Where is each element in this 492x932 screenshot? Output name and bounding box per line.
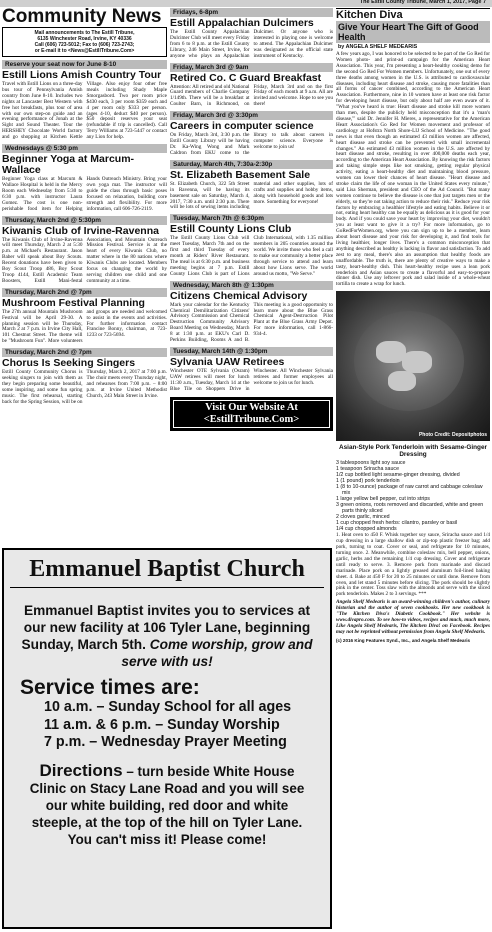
copyright-line: (c) 2016 King Features Synd., Inc., and Angela Shelf Medearis <box>336 637 471 643</box>
article-body: The Estill County Appalachian Dulcimer Club will meet every Friday from 6 to 8 p.m. at the Estill County Library, 246 Main Street, Irvine, for anyone who plays an Appalachian Dulcimer. Or anyone who is interested in playing one is welcome to attend. The Appalachian Dulcimer was designated as the official state instrument of Kentucky. <box>170 29 333 59</box>
date-bar: Tuesday, March 7th @ 6:30pm <box>170 214 333 223</box>
date-bar: Friday, March 3rd @ 3:30pm <box>170 111 333 120</box>
recipe-directions: 1. Heat oven to 450 F. Whisk together soy sauce, Sriracha sauce and 1/4 cup dressing in a large shallow dish or zip-top plastic freezer bag; add pork, turning to coat. Cover or seal, and refrigerate for 10 minutes, turning once. 2. Meanwhile, combine coleslaw mix, bell pepper, onions, garlic, herbs and the remaining 1/4 cup dressing. Cover and refrigerate until ready to serve. 3. Remove pork from marinade and discard marinade. Place pork on a lightly greased aluminum foil-lined baking sheet. 4. Bake at 450 F for 20 to 25 minutes or until done. Remove from oven, and let stand 5 minutes before slicing. The pork should be slightly pink in the center. Toss slaw with the almonds and serve with the sliced pork tenderloin. Makes 2 to 3 servings. *** <box>336 532 490 598</box>
website-promo[interactable] <box>170 397 333 431</box>
kitchen-diva-title: Kitchen Diva <box>336 8 490 21</box>
article-body: Estill County Community Chorus is seeking singers to join with them as they begin preparing some beautiful, some inspiring, and some fun spring music. The first rehearsal, starting back for the Spring Session, will be on Thursday, March 2, 2017 at 7:00 p.m. The choir meets every Thursday night, and rehearses from 7:00 p.m. – 8:00 p.m. at Irvine United Methodist Church, 243 Main Street in Irvine. <box>2 369 167 405</box>
date-bar: Wednesdays @ 5:30 pm <box>2 144 167 153</box>
photo-credit: Photo Credit: Depositphotos <box>418 432 487 439</box>
date-bar: Thursday, March 2nd @ 5:30pm <box>2 216 167 225</box>
article-heading: Chorus Is Seeking Singers <box>2 357 136 370</box>
article-body: Beginner Yoga class at Marcum & Wallace Hospital is held in the Mercy Room each Wednesday from 5:30 to 6:30 p.m. with instructor Laura Gomez. The cost is one non-perishable food item for Helping Hands Outreach Ministry. Bring your own yoga mat. The instructor will guide the class through basic poses focused on relaxation, building core strength and flexibility. For more information, call 606-726-2119. <box>2 176 167 212</box>
article-body: The 27th annual Mountain Mushroom Festival will be April 29-30. A planning session will be Thursday, March 2 at 7 p.m. in Irvine City Hall, 101 Chestnut Street. The theme will be "Mushroom Fun". More volunteers and groups are needed and welcomed to assist in the events and activities. For further information contact Francine Bonny, chairman, at 723-1233 or 723-5694. <box>2 308 167 345</box>
date-bar: Thursday, March 2nd @ 7pm <box>2 288 167 297</box>
kitchen-diva-column <box>336 8 490 932</box>
column-community-1 <box>2 8 167 544</box>
article-heading: Mushroom Festival Planning <box>2 296 145 309</box>
service-time: 7 p.m. – Wednesday Prayer Meeting <box>44 734 287 750</box>
article-body: Winchester OTE Sylvania (Osram) UAW retirees will meet for lunch 11:30 a.m., Tuesday, March 14 at the Blue Tile on Shoppers Drive in Winchester. All Winchester Sylvania retirees and former employees all welcome to join us for lunch. <box>170 368 333 392</box>
article-body: The Estill County Lions Club will meet Tuesday, March 7th and on the first and third Tuesday of every month at Riders' River Restaurant. The meal is at 6:30 p.m. and business meeting begins at 7 p.m. Estill County Lions Club is part of Lions Club International, with 1.35 million members in 205 countries around the world. We invite those who feel a call to make our community a better place through service to attend and learn about how Lions serve. The world around us motto, "We Serve." <box>170 235 333 277</box>
ingredient: 1 cup chopped fresh herbs: cilantro, parsley or basil <box>336 520 458 527</box>
article-heading: Sylvania UAW Retirees <box>170 356 285 368</box>
contact-line: or E-mail it to <News@EstillTribune.Com> <box>34 48 135 54</box>
ingredient: 2 cloves garlic, minced <box>336 514 390 521</box>
article-body: The Kiwanis Club of Irvine-Ravenna will meet Thursday, March 2 at 5:30 p.m. at Michael's Restaurant. Jason Baber will speak about Boy Scouts. Recent donations have been given to Boy Scout Troop 486, Boy Scout Troop 4144, Estill Academic Team Boosters, Estill Mani-festal Association, and Mountain Outreach Mission Festival. Service is at the heart of every Kiwanis Club, no matter where in the 80 nations where Kiwanis Clubs are located. Members focus on changing the world by serving children one child and one community at a time. <box>2 236 167 284</box>
article-heading: Retired Co. C Guard Breakfast <box>170 71 322 84</box>
column-community-2 <box>170 8 333 544</box>
community-contact-box <box>2 27 167 57</box>
emmanuel-baptist-ad <box>2 548 332 929</box>
service-times-list <box>20 699 314 752</box>
article-heading: Estill County Lions Club <box>170 223 292 236</box>
article-body: Travel with Estill Lions on a three-day bus tour of Pennsylvania Amish country from June 8-10. Includes two nights at Lancaster Best Western with free hot breakfasts, plus tour of area with our own step-on guide and an evening performance of Jonah at the Sight and Sound Theater. Tour the HERSHEY Chocolate World factory and go shopping at Kitchen Kettle Village. Also enjoy four other free meals including Shady Maple Smorgasbord. Two per room price $430 each, 3 per room $359 each and 4 per room only $333 per person. (ages 4-10, deduct $40 per person). $50 deposit reserves your seat (refundable if trip is cancelled). Call Terry Williams at 723-5447 or contact any Lion for help. <box>2 81 167 141</box>
article-heading: Estill Lions Amish Country Tour <box>2 69 162 81</box>
article-body: On Friday, March 3rd, 3:30 p.m. the Estill County Library will be having Dr. Ka-Wing Wong and Mark Caldron from EKU come to the library to talk about careers in computer science. Everyone is welcome to join us! <box>170 132 333 156</box>
ad-title: Emmanuel Baptist Church <box>10 550 324 588</box>
article-body: Attention: All retired and old National Guard members of Charlie Company 1/149th. There will be a breakfast at Coulter Barn, in Richmond, on Friday, March 3rd and on the first Friday of each month at 9 a.m. All are invited and welcome. Hope to see you there! <box>170 83 333 108</box>
contact-line: 6135 Winchester Road, Irvine, KY 40336 <box>37 36 132 42</box>
ad-invitation <box>20 602 314 670</box>
contact-line: Call (606) 723-5012; Fax to (606) 723-2743; <box>34 42 135 48</box>
pork-slice-shape <box>388 371 416 391</box>
ingredient-list <box>336 460 490 532</box>
deadline-bar: Reserve your seat now for June 8-10 <box>2 60 167 69</box>
ingredient: 1 (8 to 10-ounce) package of raw carrot and cabbage coleslaw mix <box>336 484 483 497</box>
directions-text: – turn beside White House Clinic on Stacy Lane Road and you will see our white building, red door and white steeple, at the top of the hill on Tyler Lane. You can't miss it! Please come! <box>29 763 305 847</box>
date-bar: Thursday, March 2nd @ 7pm <box>2 348 167 357</box>
article-heading: St. Elizabeth Basement Sale <box>170 168 311 181</box>
pork-slice-shape <box>402 351 432 373</box>
recipe-title: Asian-Style Pork Tenderloin with Sesame-Ginger Dressing <box>339 444 487 459</box>
ad-body <box>4 588 330 848</box>
kitchen-diva-headline: Give Your Heart The Gift of Good Health <box>336 21 490 43</box>
ingredient: 3 green onions, roots removed and discarded, white and green parts thinly sliced <box>336 502 484 515</box>
byline: by ANGELA SHELF MEDEARIS <box>338 44 418 50</box>
website-url[interactable]: <EstillTribune.Com> <box>203 413 300 425</box>
date-bar: Tuesday, March 14th @ 1:30pm <box>170 347 333 356</box>
kitchen-diva-body: A few years ago, I was honored to be selected to be part of the Go Red for Women photo- and print-ad campaign for the American Heart Association. This year, I'm presenting a heart-healthy cooking demo for the second Go Red For Women members. Unfortunately, one out of every three deaths among women in the U.S. is attributed to cardiovascular diseases, including heart disease and stroke, causing more fatalities than all forms of cancer combined, according to the American Heart Association. Furthermore, nine in 10 women have at least one risk factor for developing heart disease, but only about half are even aware of it. "What you've heard is true: Heart disease and stroke kill more women than men, despite the publicly held misconception that it's a 'man's disease,'" said Dr. Jennifer H. Mieres, a representative for the American Heart Association's Go Red for Women movement and professor of cardiology at Hofstra North Shore-LIJ School of Medicine. "The good news is that even though an estimated 43 million women are affected, heart disease and stroke can be prevented with small incremental changes." An estimated 43 million women in the U.S. are affected by heart disease and stroke, resulting in over 400,000 deaths each year, according to the American Heart Association. By knowing the risk factors and taking simple steps like not smoking, getting regular physical activity, eating a heart-healthy diet and maintaining blood pressure, women can lower their chances of heart disease. "Heart disease and stroke claim the life of one woman in the United States every minute," said Lisa Sherman, president and CEO of the Ad Council. "But many women continue to believe the disease is one that just targets men or the elderly, so they're not taking action to reduce their risk." Reduce your risk factors by embracing a healthier lifestyle and eating habits. Believe it or not, eating heart healthy can be equally as delicious as it is good for your body. And if you could save your heart by improving your diet, wouldn't you at least want to give it a try? For more information, go to GoRedForWomen.org, where you can sign up to be a member, learn about heart disease and your risk for developing it, and find tools for living healthier, longer lives. There's a common misconception that anything described as healthy is lacking in flavor and satisfaction. To add zest to any meal, there's also an assumption that healthy foods are unaffordable. The truth is, there are plenty of creative ways to make a tasty, heart-healthy dish. This heart-healthy recipe uses a lean pork tenderloin and Asian sauces to create a flavorful and easy-to-prepare dinner dish. Use any leftover pork and salad inside of a whole-wheat tortilla to create a wrap for lunch. <box>336 51 490 288</box>
service-times-heading: Service times are: <box>20 676 200 699</box>
community-news-title: Community News <box>2 8 167 26</box>
article-heading: Estill Appalachian Dulcimers <box>170 17 314 29</box>
ad-invitation-tagline: Come worship, grow and serve with us! <box>121 637 313 669</box>
masthead <box>0 0 492 7</box>
date-bar: Fridays, 6-8pm <box>170 8 333 17</box>
ingredient: 1 teaspoon Sriracha sauce <box>336 466 400 473</box>
article-heading: Kiwanis Club of Irvine-Ravenna <box>2 224 159 237</box>
directions-heading: Directions <box>39 760 123 780</box>
ingredient: 1 large yellow bell pepper, cut into strips <box>336 496 430 503</box>
service-time: 10 a.m. – Sunday School for all ages <box>44 699 292 715</box>
ingredient: 1 (1 pound) pork tenderloin <box>336 478 400 485</box>
pork-tenderloin-photo <box>336 291 490 441</box>
ingredient: 1/2 cup bottled light sesame-ginger dressing, divided <box>336 472 460 479</box>
date-bar: Saturday, March 4th, 7:30a-2:30p <box>170 160 333 169</box>
article-heading: Beginner Yoga at Marcum-Wallace <box>2 153 135 177</box>
article-heading: Careers in computer science <box>170 120 314 133</box>
article-body: St. Elizabeth Church, 322 5th Street in Ravenna, will be having its basement sale on Saturday, March 4, 2017, 7:30 a.m. until 2:30 p.m. There will be lots of sewing items including material and other supplies, lots of crafts and supplies and hobby items, along with household goods and lots more. Something for everyone! <box>170 180 333 211</box>
ad-directions <box>20 762 314 848</box>
ad-invitation-text: Emmanuel Baptist invites you to services at our new facility at 106 Tyler Lane, beginning Sunday, March 5th. <box>21 603 311 652</box>
ingredient: 3 tablespoons light soy sauce <box>336 460 406 467</box>
contact-line: Mail announcements to The Estill Tribune, <box>34 30 135 36</box>
author-note: Angela Shelf Medearis is an award-winning children's author, culinary historian and the author of seven cookbooks. Her new cookbook is "The Kitchen Diva's Diabetic Cookbook." Her website is www.divapro.com. To see how-to videos, recipes and much, much more, Like Angela Shelf Medearis, The Kitchen Diva! on Facebook. Recipes may not be reprinted without permission from Angela Shelf Medearis. <box>336 599 490 635</box>
date-bar: Friday, March 3rd @ 9am <box>170 63 333 72</box>
article-body: Mark your calendar for the Kentucky Chemical Demilitarization Citizens' Advisory Commission and Chemical Destruction Community Advisory Board Meeting on Wednesday, March 8 at 1:30 p.m. at EKU's Carl D. Perkins Building, Rooms A and B. This meeting is a good opportunity to learn more about the Blue Grass Chemical Agent-Destruction Pilot Plant at the Blue Grass Army Depot. For more information, call 1-866-934-4. <box>170 301 333 344</box>
service-time: 11 a.m. & 6 p.m. – Sunday Worship <box>44 716 280 733</box>
article-heading: Citizens Chemical Advisory <box>170 289 308 302</box>
date-bar: Wednesday, March 8th @ 1:30pm <box>170 281 333 290</box>
website-promo-line1: Visit Our Website At <box>205 401 298 413</box>
masthead-text: The Estill County Tribune, March 1, 2017, Page 7 <box>359 0 486 5</box>
ingredient: 1/4 cup chopped almonds <box>336 526 397 533</box>
